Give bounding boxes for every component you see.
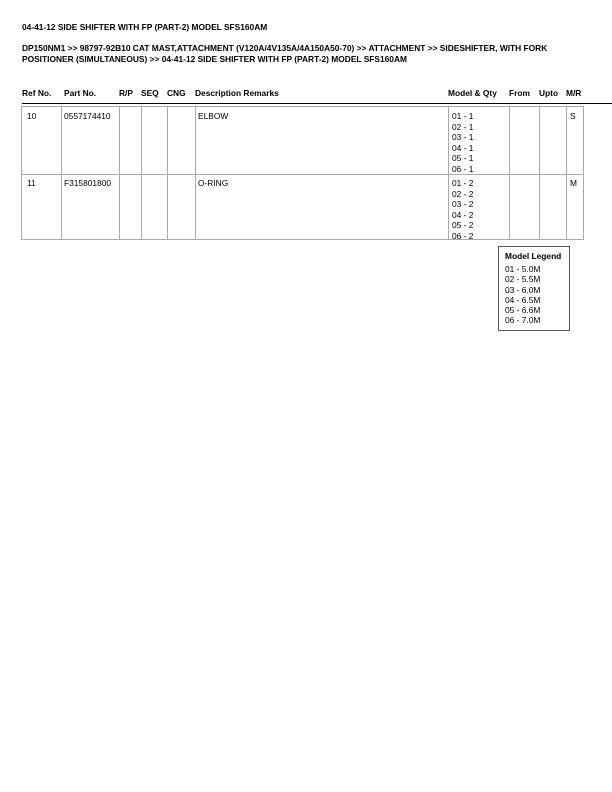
model-qty-line: 06 - 2 [452, 230, 474, 241]
col-header-cng: CNG [167, 88, 186, 98]
model-qty-line: 01 - 2 [452, 178, 474, 188]
row-1-description: ELBOW [198, 111, 229, 121]
breadcrumb: DP150NM1 >> 98797-92B10 CAT MAST,ATTACHMENT (V120A/4V135A/4A150A50-70) >> ATTACHMENT >> SIDESHIFTER, WITH FORK POSITIONER (SIMULTANEOUS) >> 04-41-12 SIDE SHIFTER WITH FP (PART-2) MODEL SFS160AM [22, 43, 548, 64]
col-divider [448, 107, 449, 239]
model-qty-line: 02 - 2 [452, 188, 474, 199]
col-header-model-qty: Model & Qty [448, 88, 497, 98]
model-qty-line: 03 - 2 [452, 199, 474, 209]
col-divider [195, 107, 196, 239]
col-header-upto: Upto [539, 88, 559, 98]
col-divider [509, 107, 510, 239]
col-divider [119, 107, 120, 239]
col-divider [61, 107, 62, 239]
header-rule [22, 103, 612, 104]
row-2-description: O-RING [198, 178, 229, 188]
legend-item: 05 - 6.6M [505, 305, 541, 316]
col-header-ref-no: Ref No. [22, 88, 52, 98]
row-1-model-qty [452, 111, 473, 174]
model-qty-line: 04 - 2 [452, 209, 474, 220]
col-divider [539, 107, 540, 239]
legend-title: Model Legend [505, 251, 562, 261]
model-qty-line: 02 - 1 [452, 121, 474, 132]
row-1-mr: S [570, 111, 576, 121]
col-header-seq: SEQ [141, 88, 159, 98]
legend-item: 02 - 5.5M [505, 274, 541, 285]
col-divider [167, 107, 168, 239]
col-header-part-no: Part No. [64, 88, 97, 98]
model-legend [498, 246, 570, 331]
model-qty-line: 04 - 1 [452, 142, 474, 153]
row-2-mr: M [570, 178, 577, 188]
row-1-ref-no: 10 [27, 111, 37, 121]
model-qty-line: 03 - 1 [452, 132, 474, 142]
row-1-part-no: 0557174410 [64, 111, 111, 121]
model-qty-line: 01 - 1 [452, 111, 474, 121]
legend-item: 01 - 5.0M [505, 264, 541, 274]
col-divider [141, 107, 142, 239]
parts-table [21, 106, 584, 240]
col-header-mr: M/R [566, 88, 582, 98]
col-header-rp: R/P [119, 88, 133, 98]
col-divider [566, 107, 567, 239]
row-2-model-qty [452, 178, 473, 241]
legend-item: 04 - 6.5M [505, 294, 541, 305]
row-divider [22, 174, 583, 175]
model-qty-line: 06 - 1 [452, 163, 474, 174]
model-qty-line: 05 - 1 [452, 153, 474, 163]
page-title: 04-41-12 SIDE SHIFTER WITH FP (PART-2) MODEL SFS160AM [22, 22, 268, 32]
model-qty-line: 05 - 2 [452, 220, 474, 230]
legend-item: 06 - 7.0M [505, 315, 541, 326]
legend-item: 03 - 6.0M [505, 284, 541, 295]
row-2-part-no: F315801800 [64, 178, 112, 188]
col-header-from: From [509, 88, 530, 98]
col-header-description: Description Remarks [195, 88, 279, 98]
row-2-ref-no: 11 [27, 178, 36, 188]
